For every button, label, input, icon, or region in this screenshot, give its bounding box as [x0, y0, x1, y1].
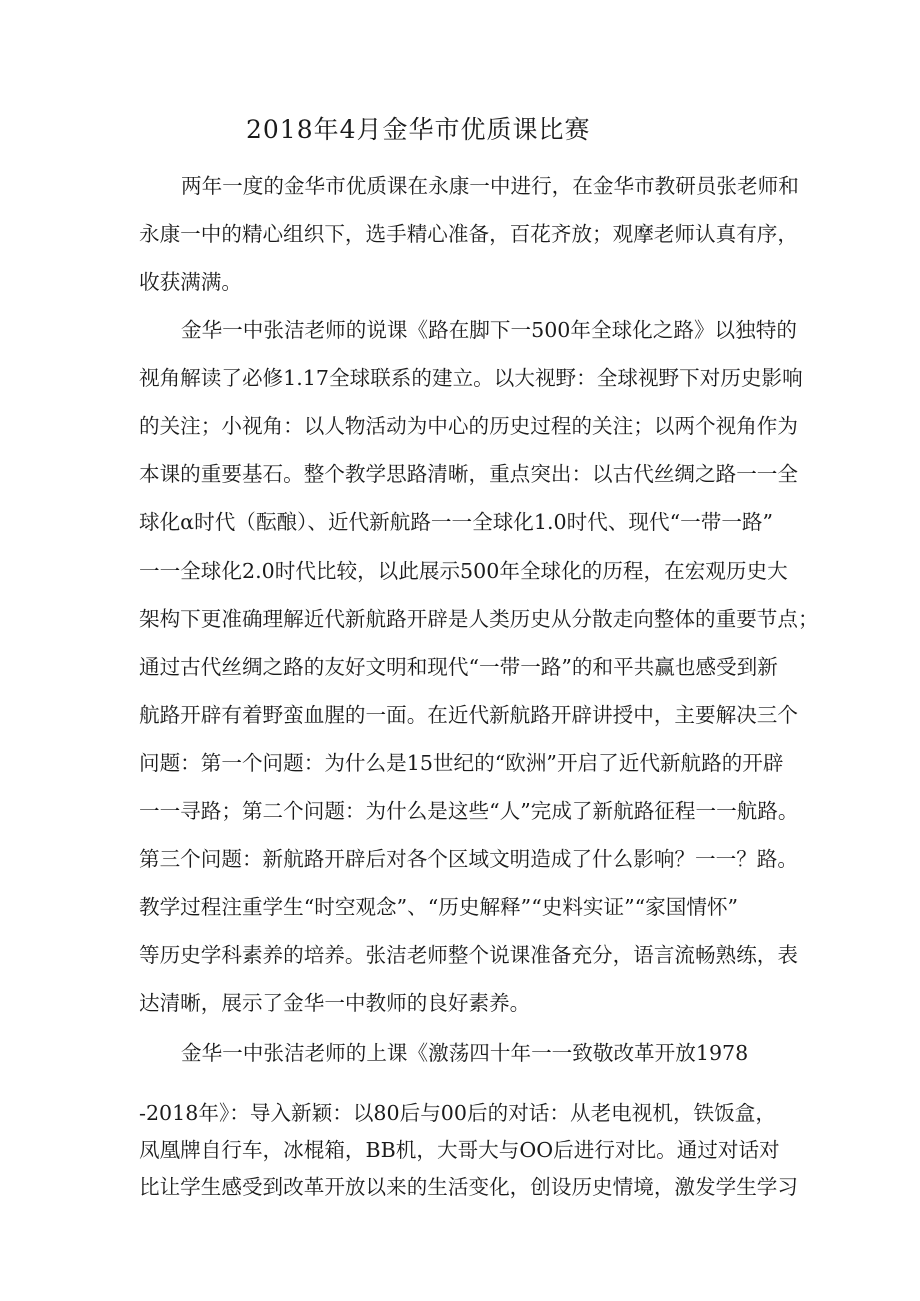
text-line: 金华一中张洁老师的上课《激荡四十年一一致敬改革开放1978	[181, 1041, 749, 1065]
text-line: 两年一度的金华市优质课在永康一中进行，在金华市教研员张老师和	[181, 174, 799, 198]
text-line: 本课的重要基石。整个教学思路清晰，重点突出：以古代丝绸之路一一全	[139, 462, 798, 486]
text-line: 教学过程注重学生“时空观念”、“历史解释”“史料实证”“家国情怀”	[139, 895, 739, 919]
text-line: 永康一中的精心组织下，选手精心准备，百花齐放；观摩老师认真有序，	[139, 222, 798, 246]
text-line: 第三个问题：新航路开辟后对各个区域文明造成了什么影响？一一？路。	[139, 847, 798, 871]
text-line: 通过古代丝绸之路的友好文明和现代“一带一路”的和平共赢也感受到新	[139, 655, 778, 679]
text-line: 金华一中张洁老师的说课《路在脚下一500年全球化之路》以独特的	[181, 318, 797, 342]
text-line: 等历史学科素养的培养。张洁老师整个说课准备充分，语言流畅熟练，表	[139, 943, 798, 967]
text-line: 凤凰牌自行车，冰棍箱，BB机，大哥大与OO后进行对比。通过对话对	[139, 1138, 780, 1162]
text-line: 比让学生感受到改革开放以来的生活变化，创设历史情境，激发学生学习	[139, 1175, 798, 1199]
text-line: 一一全球化2.0时代比较，以此展示500年全球化的历程，在宏观历史大	[139, 559, 788, 583]
text-line: 球化α时代（酝酿）、近代新航路一一全球化1.0时代、现代“一带一路”	[139, 510, 774, 534]
text-line: 达清晰，展示了金华一中教师的良好素养。	[139, 991, 531, 1015]
text-line: 视角解读了必修1.17全球联系的建立。以大视野：全球视野下对历史影响	[139, 366, 803, 390]
text-line: 一一寻路；第二个问题：为什么是这些“人”完成了新航路征程一一航路。	[139, 799, 799, 823]
text-line: 的关注；小视角：以人物活动为中心的历史过程的关注；以两个视角作为	[139, 414, 798, 438]
text-line: -2018年》：导入新颖：以80后与00后的对话：从老电视机，铁饭盒，	[139, 1101, 776, 1125]
text-line: 架构下更准确理解近代新航路开辟是人类历史从分散走向整体的重要节点；	[139, 607, 819, 631]
text-line: 问题：第一个问题：为什么是15世纪的“欧洲”开启了近代新航路的开辟	[139, 751, 784, 775]
text-line: 航路开辟有着野蛮血腥的一面。在近代新航路开辟讲授中，主要解决三个	[139, 703, 798, 727]
text-line: 收获满满。	[139, 270, 242, 294]
document-title: 2018年4月金华市优质课比赛	[246, 115, 591, 144]
